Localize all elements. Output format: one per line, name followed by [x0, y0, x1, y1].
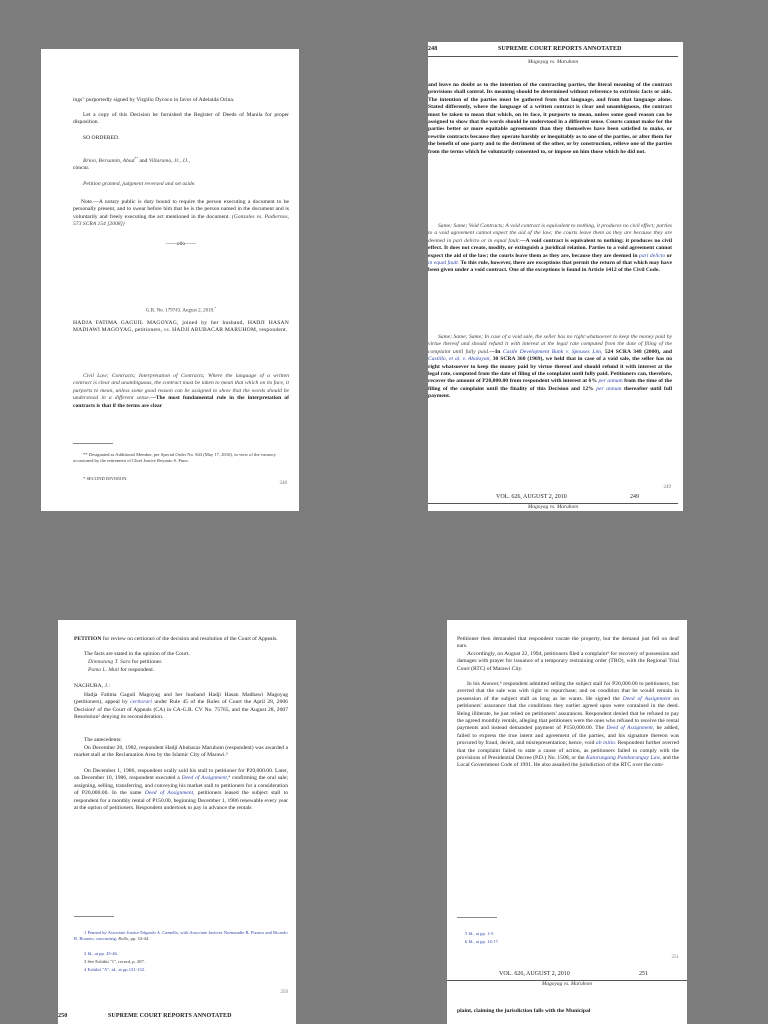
paragraph [457, 681, 679, 770]
next-page-running-head [447, 971, 687, 980]
petition-text: for review on certiorari of the decision and resolution of the Court of Appeals. [101, 636, 278, 642]
case-parties [73, 320, 289, 335]
running-head-subtitle: Magoyag vs. Maruhom [541, 981, 593, 987]
paragraph-text: ⁴ confirming the oral sale; assigning, selling, transferring, and conveying his market stall to petitioners for a consideration of P20,000.00. In the same [74, 775, 288, 797]
footnote: 6 Id., at pp. 14-17. [465, 938, 499, 944]
footnote-text: pp. 33-44. [129, 935, 150, 941]
footnote-text: ** Designated as Additional Member, per Special Order No. 843 (May 17, 2010), in view of the vacancy occasioned by the retirement of Chief Justice Reynato S. Puno. [73, 451, 276, 463]
running-head-subtitle: Magoyag vs. Maruhom [527, 59, 579, 65]
syllabus-body: from the time of the filing of the complaint until the finality of this Decision and 12% [428, 378, 672, 392]
syllabus-body: thereafter until full payment. [428, 385, 672, 400]
syllabus-body: —A void contract is equivalent to nothing; it produces no civil effect. It does not create, modify, or extinguish a juridical relation. Parties to a void agreement cannot expect the aid of the law; the courts leave them as they are, because they are deemed in [428, 237, 672, 259]
latin-term: ab initio. [594, 740, 617, 747]
next-page-number: 249 [630, 494, 639, 500]
paragraph-text: and the Local Government Code of 1991. He also assailed the jurisdiction of the RTC over the com- [457, 755, 679, 769]
paragraph: ings" purportedly signed by Virgilio Dycoco in favor of Adelaida Orina. [73, 97, 235, 103]
parties-vs: vs. [162, 327, 173, 334]
facts-line: The facts are stated in the opinion of the Court. [84, 651, 190, 657]
paragraph: and leave no doubt as to the intention of the contracting parties, the literal meaning of the contract provisions shall control. Its meaning should be determined without reference to extrinsic facts or aids. The intention of the parties must be gathered from that language, and from that language alone. Stated differently, where the language of a written contract is clear and unambiguous, the contract must be taken to mean that which, on its face, it purports to mean, unless some good reason can be assigned to show that the words should be understood in a different sense. Courts cannot make for the parties better or more equitable agreements than they themselves have been satisfied to make, or rewrite contracts because they operate harshly or inequitably as to one of the parties, or alter them for the benefit of one party and to the detriment of the other, or by construction, relieve one of the parties from the terms which he voluntarily consented to, or impose on him those which he did not. [428, 82, 672, 155]
footnote [73, 452, 289, 464]
page-number: 251 [671, 955, 679, 960]
syllabus-heading: Civil Law; Contracts; Interpretation of Contracts; Where the language of a written contract is clear and unambiguous, the contract must be taken to mean that which on its face, it purports to mean, unless some good reason can be assigned to show that the words should be understood in a different sense. [73, 373, 289, 402]
paragraph: plaint, claiming the jurisdiction falls with the Municipal [457, 1008, 591, 1014]
page-number: 248 [279, 481, 287, 486]
law-title: Katarungang Pambarangay Law, [584, 755, 662, 762]
running-head-page-number: 248 [428, 46, 438, 52]
note-citation: (Gonzales vs. Padiernos, 573 SCRA 154 [2008]) [73, 213, 289, 228]
section-divider: ——o0o—— [165, 241, 197, 247]
footnote: 5 Id., at pp. 1-5. [465, 930, 495, 936]
syllabus [73, 373, 289, 410]
paragraph [74, 768, 288, 812]
running-head [428, 46, 683, 56]
volume-date: VOL. 626, AUGUST 2, 2010 [496, 494, 567, 500]
disposition: Petition granted, judgment reversed and set aside. [83, 181, 196, 187]
footnote: * SECOND DIVISION. [83, 475, 128, 481]
running-head-title: SUPREME COURT REPORTS ANNOTATED [498, 46, 622, 52]
syllabus-body: —In [489, 348, 501, 355]
running-head-rule [428, 56, 678, 57]
footnote: 3 See Exhibit "1", record, p. 207. [84, 958, 145, 964]
latin-term: certiorari [127, 699, 155, 706]
concur-names-2: Villarama, Jr., JJ., [148, 157, 190, 164]
case-citation: Castle Development Bank v. Spouses Lim, [500, 348, 603, 355]
next-page-number: 251 [639, 971, 648, 977]
paragraph: Petitioner then demanded that respondent vacate the property, but the demand just fell on deaf ears. [457, 636, 679, 650]
latin-term: per annum [596, 378, 625, 385]
page-number: 249 [663, 485, 671, 490]
running-head-subtitle: Magoyag vs. Maruhom [527, 504, 579, 510]
syllabus-body: 30 SCRA 360 (1969), we held that in case of a void sale, the seller has no right whatsoever to keep the money paid by virtue thereof and should refund it with interest at the legal rate, computed from the date of filing of the complaint until fully paid. Petitioners can, therefore, recover the amount of P20,000.00 from respondent with interest at 6% [428, 356, 672, 385]
concur-names: Brion, Bersamin, Abad [83, 157, 135, 164]
running-head-title: SUPREME COURT REPORTS ANNOTATED [108, 1013, 232, 1019]
concurrence [73, 155, 289, 173]
syllabus-body: 524 SCRA 348 (2000), and [602, 348, 672, 355]
page-251 [447, 620, 687, 1024]
paragraph-text: under Rule 45 of the Rules of Court the April 28, 2006 Decision¹ of the Court of Appeals (CA) in CA-G.R. CV No. 75765, and the August 28, 2007 Resolution² denying its reconsideration. [74, 699, 288, 721]
footnote-text: 1 Penned by Associate Justice Edgardo A. Camello, with Associate Justices Normandie B. Pizarro and Ricardo R. Rosario, concurring; [74, 929, 288, 941]
paragraph-text: on petitioners' assurance that the conditions they earlier agreed upon were contained in the deed. Being illiterate, he just relied on petitioners' assurances. Respondent denied that he refused to pay the agreed monthly rentals, alleging that petitioners were the ones who refused to receive the rental payments and instead demanded payment of P150,000.00. The [457, 695, 679, 732]
footnote-divider [73, 443, 113, 444]
concur-word: concur. [73, 165, 90, 172]
paragraph-text: he added, failed to express the true intent and agreement of the parties, and his signature thereon was procured by fraud, deceit, and misrepresentation; hence, void [457, 725, 679, 747]
paragraph-text: On December 1, 1986, respondent orally sold his stall to petitioner for P20,000.00. Later, on December 10, 1986, respondent executed a [74, 768, 288, 782]
note-text: Note.—A notary public is duty bound to require the person executing a document to be personally present, and to swear before him that he is the person named in the document and is voluntarily and freely executing the act mentioned in the document. [73, 199, 289, 220]
document-title: Deed of Assignment, [603, 725, 655, 732]
paragraph-text: Respondent further averred that the complaint failed to state a cause of action, as petitioners failed to comply with the provisions of Presidential Decree (P.D.) No. 1508, or the [457, 740, 679, 762]
gr-line: G.R. No. 179743. August 2, 2010. [145, 308, 215, 314]
paragraph [74, 692, 288, 722]
latin-term: per annum [593, 385, 624, 392]
footnote-mark: ** [134, 156, 138, 160]
next-page-running-head [58, 1013, 296, 1023]
paragraph: Accordingly, on August 22, 1994, petitioners filed a complaint⁵ for recovery of possession and damages with prayer for issuance of a temporary restraining order (TRO), with the Regional Trial Court (RTC) of Marawi City. [457, 651, 679, 672]
syllabus-body: or [666, 252, 672, 259]
document-title: Deed of Assignment, [141, 790, 195, 797]
latin-term: in equal fault. [428, 260, 460, 267]
next-page-running-head [428, 494, 683, 503]
next-page-number: 250 [58, 1013, 68, 1019]
footnote: 4 Exhibit "A", id., at pp.131-132. [84, 966, 146, 972]
gr-number [73, 305, 289, 315]
paragraph: Let a copy of this Decision be furnished the Register of Deeds of Manila for proper disposition. [73, 112, 289, 126]
case-citation: Castillo, et al. v. Abalayan, [428, 356, 491, 363]
parties-respondent: HADJI ABUBACAR MARUHOM, respondent. [172, 327, 288, 334]
petition-label: PETITION [74, 636, 102, 642]
ponente-name: NACHURA, [74, 683, 104, 689]
document-title: Deed of Assignment, [179, 775, 229, 782]
parties-petitioners: HADJA FATIMA GAGUIL MAGOYAG, joined by her husband, HADJI HASAN MADIAWI MAGOYAG, petitioners, [73, 320, 289, 334]
footnote [74, 930, 288, 942]
counsel-role: for respondent. [118, 667, 155, 673]
paragraph-text: In his Answer,⁶ respondent admitted selling the subject stall for P20,000.00 to petitioners, but averred that the sale was with right to repurchase; and on condition that he would remain in possession of the subject stall as long as he wants. He signed the [457, 681, 679, 702]
note [73, 199, 289, 229]
paragraph-text: petitioners leased the subject stall to respondent for a monthly rental of P150.00, beginning December 1, 1986 renewable every year at the option of petitioners. Respondent undertook to pay in advance the rentals [74, 790, 288, 812]
document-title: Deed of Assignment [619, 695, 671, 702]
syllabus-body: —The most fundamental rule in the interpretation of contracts is that if the terms are clear [73, 395, 289, 409]
footnote: 2 Id., at pp. 45-46. [84, 950, 118, 956]
syllabus-heading: Same; Same; Same; In case of a void sale, the seller has no right whatsoever to keep the money paid by virtue thereof and should refund it with interest at the legal rate computed from the date of filing of the complaint until fully paid. [428, 334, 672, 355]
page-250 [58, 620, 296, 1024]
so-ordered: SO ORDERED. [83, 135, 120, 141]
latin-term: pari delicto [637, 252, 667, 259]
syllabus [428, 334, 672, 401]
page-number: 250 [280, 990, 288, 995]
counsel-line [88, 667, 288, 674]
footnote-rollo: Rollo, [117, 935, 130, 941]
syllabus-heading: Same; Same; Void Contracts; A void contract is equivalent to nothing, it produces no civil effect; parties to a void agreement cannot expect the aid of the law; the courts leave them as they are because they are deemed in pari delicto or in equal fault. [428, 223, 672, 244]
concur-and: and [137, 157, 149, 164]
counsel-name: Dimnatang T. Saro [88, 659, 131, 665]
page-248 [41, 49, 299, 511]
counsel-line [88, 659, 288, 666]
footnote-divider [457, 917, 497, 918]
ponente-line [74, 683, 288, 690]
page-249 [428, 42, 683, 511]
paragraph-text: Hadja Fatima Gaguil Magoyag and her husband Hadji Hasan Madhawi Magoyag (petitioners), appeal by [74, 692, 288, 706]
paragraph: The antecedents: [84, 737, 122, 743]
syllabus-body: To this rule, however, there are exceptions that permit the return of that which may have been given under a void contract. One of the exceptions is found in Article 1412 of the Civil Code. [428, 260, 672, 274]
ponente-title: J.: [103, 683, 111, 689]
volume-date: VOL. 626, AUGUST 2, 2010 [499, 971, 570, 977]
counsel-role: for petitioner. [130, 659, 163, 665]
counsel-name: Pama L. Muti [88, 667, 119, 673]
syllabus [428, 223, 672, 275]
footnote-divider [74, 916, 114, 917]
paragraph: On December 20, 1982, respondent Hadji Abubacar Maruhom (respondent) was awarded a market stall at the Reclamation Area by the Islamic City of Marawi.³ [74, 745, 288, 759]
petition-line [74, 636, 288, 643]
gr-footnote-mark: * [214, 306, 217, 310]
